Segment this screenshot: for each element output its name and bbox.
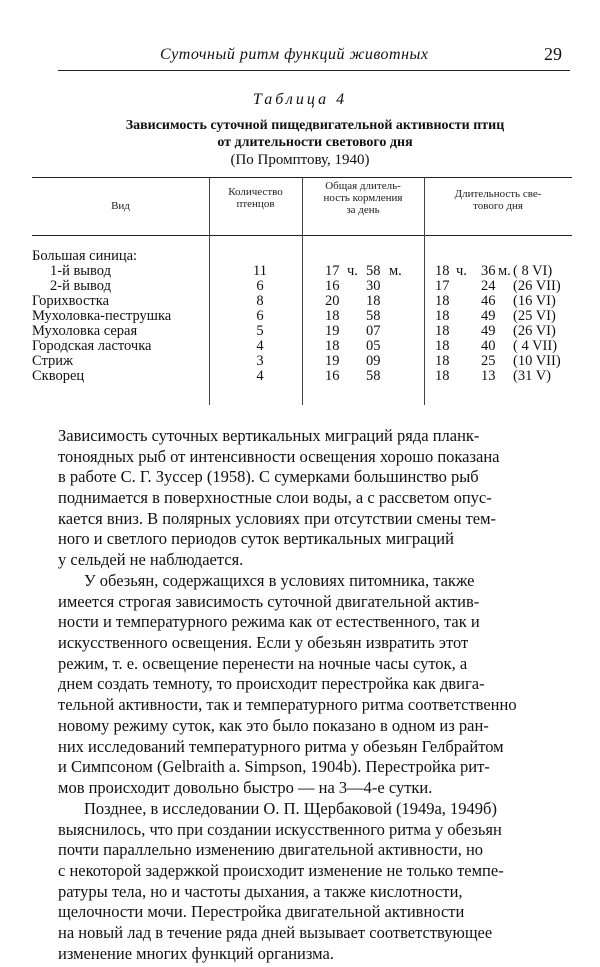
feed-minutes: 18	[366, 293, 381, 309]
table-title-line-1: Зависимость суточной пищедвигательной активности птиц	[125, 118, 505, 133]
text-line: тоноядных рыб от интенсивности освещения хорошо показана	[58, 446, 500, 466]
feed-hours: 18	[325, 308, 340, 324]
day-hours: 18	[435, 338, 450, 354]
text-line: У обезьян, содержащихся в условиях питомника, также	[84, 571, 475, 590]
day-minutes: 13	[481, 368, 496, 384]
text-line: выяснилось, что при создании искусственного ритма у обезьян	[58, 819, 502, 839]
observation-date: (31 V)	[513, 368, 551, 384]
day-minutes: 25	[481, 353, 496, 369]
day-hours: 17	[435, 278, 450, 294]
day-hours: 18	[435, 368, 450, 384]
text-line: на новый лад в течение ряда дней вызывает соответствующее	[58, 923, 493, 943]
text-line: почти параллельно изменению двигательной активности, но	[58, 840, 484, 860]
feed-hours: 19	[325, 323, 340, 339]
text-line: у сельдей не наблюдается.	[58, 550, 244, 570]
group-label: Большая синица:	[32, 248, 138, 264]
chick-count: 4	[256, 338, 264, 354]
chick-count: 6	[256, 308, 264, 324]
day-hours: 18	[435, 263, 450, 279]
feed-minutes: 07	[366, 323, 381, 339]
chick-count: 6	[256, 278, 264, 294]
day-hours: 18	[435, 293, 450, 309]
paragraph-2	[58, 571, 572, 799]
species-name: Городская ласточка	[32, 338, 152, 354]
observation-date: (26 VII)	[513, 278, 561, 294]
text-line: Позднее, в исследовании О. П. Щербаковой (1949а, 1949б)	[84, 799, 497, 818]
feed-minutes: 09	[366, 353, 381, 369]
text-line: них исследований температурного ритма у обезьян Гелбрайтом	[58, 736, 504, 756]
header-daylength: Длительность све- тового дня	[454, 188, 542, 212]
feed-hours: 20	[325, 293, 340, 309]
feed-hours: 16	[325, 368, 340, 384]
text-line: ного и светлого периодов суток вертикальных миграций	[58, 529, 454, 549]
day-hours: 18	[435, 353, 450, 369]
header-count: Количество птенцов	[228, 186, 283, 210]
text-line: режим, т. е. освещение перенести на ночные часы суток, а	[58, 653, 468, 673]
day-hours: 18	[435, 308, 450, 324]
text-line: ратуры тела, но и частоты дыхания, а также кислотности,	[58, 881, 463, 901]
text-line: кается вниз. В полярных условиях при отсутствии смены тем-	[58, 508, 497, 528]
observation-date: (10 VII)	[513, 353, 561, 369]
species-name: Мухоловка серая	[32, 323, 138, 339]
species-name: Стриж	[32, 353, 74, 369]
feed-minutes: 30	[366, 278, 381, 294]
text-line: мов происходит довольно быстро — на 3—4-е сутки.	[58, 777, 433, 797]
day-minutes: 49	[481, 323, 496, 339]
header-rule	[58, 70, 570, 71]
day-minutes: 46	[481, 293, 496, 309]
chick-count: 8	[256, 293, 264, 309]
feed-minutes: 58	[366, 263, 381, 279]
day-hours-unit: ч.	[456, 263, 467, 279]
text-line: поднимается в поверхностные слои воды, а с рассветом опус-	[58, 488, 492, 508]
observation-date: (25 VI)	[513, 308, 556, 324]
species-name: Мухоловка-пеструшка	[32, 308, 172, 324]
text-line: искусственного освещения. Если у обезьян извратить этот	[58, 633, 469, 653]
text-line: днем создать темноту, то происходит перестройка как двига-	[58, 674, 485, 694]
column-divider	[209, 177, 210, 405]
day-minutes: 24	[481, 278, 496, 294]
paragraph-3	[58, 799, 572, 965]
header-feeding: Общая длитель- ность кормления за день	[323, 180, 403, 216]
text-line: Зависимость суточных вертикальных миграций ряда планк-	[58, 426, 480, 445]
chick-count: 3	[256, 353, 264, 369]
feed-hours: 16	[325, 278, 340, 294]
observation-date: (16 VI)	[513, 293, 556, 309]
observation-date: ( 4 VII)	[513, 338, 558, 354]
feed-minutes: 58	[366, 368, 381, 384]
day-minutes: 36	[481, 263, 496, 279]
species-name: 1-й вывод	[50, 263, 112, 279]
day-minutes: 49	[481, 308, 496, 324]
text-line: новому режиму суток, как это было показано в одном из ран-	[58, 715, 489, 735]
text-line: изменение многих функций организма.	[58, 943, 334, 963]
text-line: и Симпсоном (Gelbraith a. Simpson, 1904b). Перестройка рит-	[58, 757, 490, 777]
chick-count: 11	[253, 263, 267, 279]
text-line: в работе С. Г. Зуссер (1958). С сумерками большинство рыб	[58, 467, 479, 487]
table-title-line-2: от длительности светового дня	[217, 135, 413, 150]
table-label: Таблица 4	[252, 91, 348, 108]
species-name: Горихвостка	[32, 293, 110, 309]
species-name: Скворец	[32, 368, 85, 384]
feed-hours: 19	[325, 353, 340, 369]
paragraph-1	[58, 426, 572, 571]
text-line: щелочности мочи. Перестройка двигательной активности	[58, 902, 465, 922]
observation-date: ( 8 VI)	[513, 263, 553, 279]
observation-date: (26 VI)	[513, 323, 556, 339]
text-line: тельной активности, так и температурного ритма соответственно	[58, 695, 517, 715]
table-source: (По Промптову, 1940)	[230, 152, 370, 168]
day-hours: 18	[435, 323, 450, 339]
species-name: 2-й вывод	[50, 278, 112, 294]
day-minutes-unit: м.	[498, 263, 511, 279]
feed-hours: 18	[325, 338, 340, 354]
text-line: ности и температурного режима как от естественного, так и	[58, 612, 480, 632]
text-line: с некоторой задержкой происходит изменение не только темпе-	[58, 861, 504, 881]
feed-minutes: 58	[366, 308, 381, 324]
feed-hours: 17	[325, 263, 340, 279]
text-line: имеется строгая зависимость суточной двигательной актив-	[58, 591, 480, 611]
feed-hours-unit: ч.	[347, 263, 358, 279]
day-minutes: 40	[481, 338, 496, 354]
feed-minutes-unit: м.	[389, 263, 402, 279]
header-species: Вид	[111, 200, 130, 212]
chick-count: 4	[256, 368, 264, 384]
running-head: Суточный ритм функций животных	[160, 46, 429, 63]
chick-count: 5	[256, 323, 264, 339]
feed-minutes: 05	[366, 338, 381, 354]
page-number: 29	[544, 44, 562, 64]
